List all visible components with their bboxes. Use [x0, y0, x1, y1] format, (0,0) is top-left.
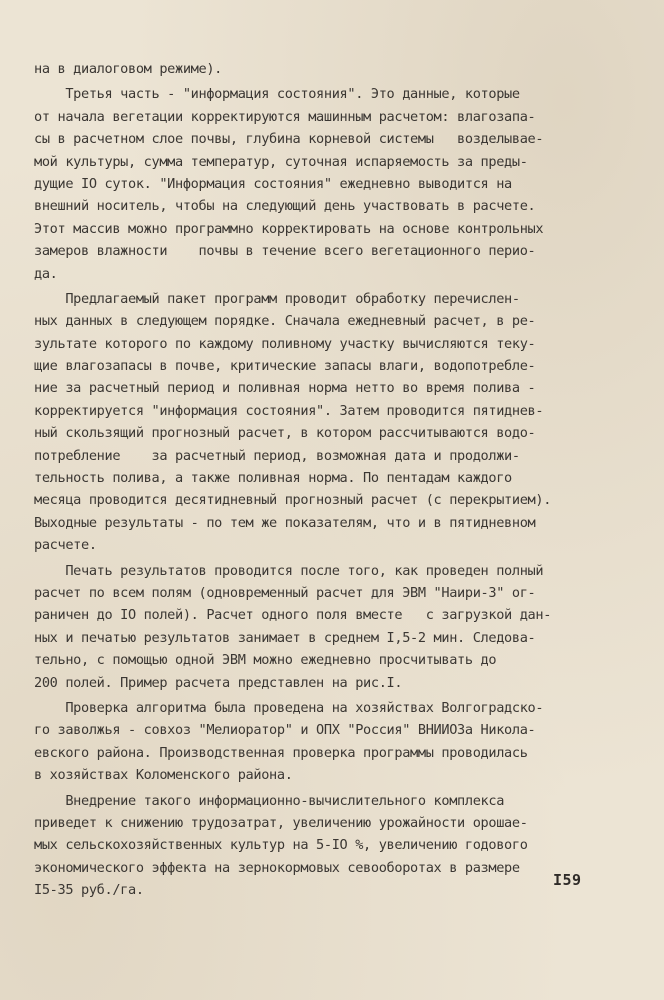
text-line: на в диалоговом режиме).: [34, 61, 223, 77]
text-line: Третья часть - "информация состояния". Это данные, которые: [34, 86, 520, 103]
text-line: расчете.: [34, 537, 97, 554]
text-line: Проверка алгоритма была проведена на хозяйствах Волгоградско-: [34, 699, 544, 716]
text-line: внешний носитель, чтобы на следующий день участвовать в расчете.: [34, 198, 536, 215]
text-line: щие влагозапасы в почве, критические запасы влаги, водопотребле-: [34, 358, 536, 375]
text-line: корректируется "информация состояния". Затем проводится пятиднев-: [34, 402, 544, 419]
paragraph: [34, 560, 624, 694]
text-line: ный скользящий прогнозный расчет, в котором рассчитываются водо-: [34, 425, 536, 442]
text-line: мых сельскохозяйственных культур на 5-IO %, увеличению годового: [34, 837, 528, 854]
text-line: зультате которого по каждому поливному участку вычисляются теку-: [34, 335, 536, 352]
text-line: тельность полива, а также поливная норма. По пентадам каждого: [34, 470, 512, 487]
text-line: тельно, с помощью одной ЭВМ можно ежедневно просчитывать до: [34, 652, 497, 669]
text-line: ных и печатью результатов занимает в среднем I,5-2 мин. Следова-: [34, 629, 536, 646]
text-line: Этот массив можно программно корректировать на основе контрольных: [34, 220, 544, 237]
paragraph: [34, 790, 624, 902]
text-line: мой культуры, сумма температур, суточная испаряемость за преды-: [34, 153, 528, 170]
text-line: I5-35 руб./га.: [34, 882, 144, 899]
text-line: расчет по всем полям (одновременный расчет для ЭВМ "Наири-3" ог-: [34, 584, 536, 601]
text-line: Печать результатов проводится после того, как проведен полный: [34, 562, 544, 579]
text-line: сы в расчетном слое почвы, глубина корневой системы возделывае-: [34, 131, 544, 148]
text-line: ние за расчетный период и поливная норма нетто во время полива -: [34, 380, 536, 397]
page-number: I59: [553, 871, 582, 889]
text-line: раничен до IO полей). Расчет одного поля вместе с загрузкой дан-: [34, 607, 552, 624]
text-line: Выходные результаты - по тем же показателям, что и в пятидневном: [34, 514, 536, 531]
text-line: да.: [34, 265, 58, 282]
body-text: [34, 58, 624, 901]
text-line: Внедрение такого информационно-вычислительного комплекса: [34, 792, 505, 809]
text-line: приведет к снижению трудозатрат, увеличению урожайности орошае-: [34, 814, 528, 831]
text-line: дущие IO суток. "Информация состояния" ежедневно выводится на: [34, 175, 512, 192]
paragraph: [34, 58, 624, 80]
text-line: в хозяйствах Коломенского района.: [34, 767, 293, 784]
paragraph: [34, 697, 624, 787]
text-line: экономического эффекта на зернокормовых севооборотах в размере: [34, 859, 520, 876]
text-line: Предлагаемый пакет программ проводит обработку перечислен-: [34, 290, 520, 307]
text-line: от начала вегетации корректируются машинным расчетом: влагозапа-: [34, 108, 536, 125]
text-line: месяца проводится десятидневный прогнозный расчет (с перекрытием).: [34, 492, 552, 509]
text-line: ных данных в следующем порядке. Сначала ежедневный расчет, в ре-: [34, 313, 536, 330]
text-line: 200 полей. Пример расчета представлен на рис.I.: [34, 674, 403, 691]
paragraph: [34, 288, 624, 557]
paragraph: [34, 83, 624, 285]
text-line: го заволжья - совхоз "Мелиоратор" и ОПХ "Россия" ВНИИОЗа Никола-: [34, 722, 536, 739]
text-line: потребление за расчетный период, возможная дата и продолжи-: [34, 447, 520, 464]
text-line: евского района. Производственная проверка программы проводилась: [34, 744, 528, 761]
text-line: замеров влажности почвы в течение всего вегетационного перио-: [34, 243, 536, 260]
